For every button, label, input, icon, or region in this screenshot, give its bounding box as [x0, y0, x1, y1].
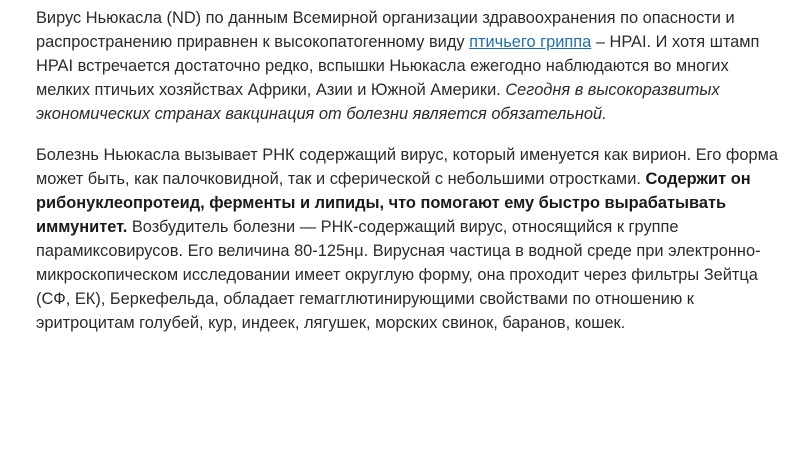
composition-highlight: Содержит он рибонуклеопротеид, ферменты и липиды, что помогают ему быстро вырабатывать иммунитет. — [36, 170, 751, 236]
paragraph-intro — [36, 6, 780, 126]
bird-flu-link[interactable]: птичьего гриппа — [469, 33, 592, 51]
paragraph-virus-description — [36, 143, 780, 335]
paragraph-intro-text-1: Вирус Ньюкасла (ND) по данным Всемирной организации здравоохранения по опасности и распространению приравнен к высокопатогенному виду — [36, 9, 735, 51]
paragraph-virus-text-1: Болезнь Ньюкасла вызывает РНК содержащий вирус, который именуется как вирион. Его форма может быть, как палочковидной, так и сферической с небольшими отростками. — [36, 146, 779, 188]
vaccination-note: Сегодня в высокоразвитых экономических странах вакцинация от болезни является обязательной. — [36, 81, 720, 123]
paragraph-virus-text-2: Возбудитель болезни — РНК-содержащий вирус, относящийся к группе парамиксовирусов. Его величина 80-125нμ. Вирусная частица в водной среде при электронно-микроскопическом исследовании имеет округлую форму, она проходит через фильтры Зейтца (СФ, ЕК), Беркефельда, обладает гемагглютинирующими свойствами по отношению к эритроцитам голубей, кур, индеек, лягушек, морских свинок, баранов, кошек. — [36, 218, 761, 332]
paragraph-intro-text-2: – HPAI. И хотя штамп HPAI встречается достаточно редко, вспышки Ньюкасла ежегодно наблюдаются во многих мелких птичьих хозяйствах Африки, Азии и Южной Америки. — [36, 33, 760, 99]
